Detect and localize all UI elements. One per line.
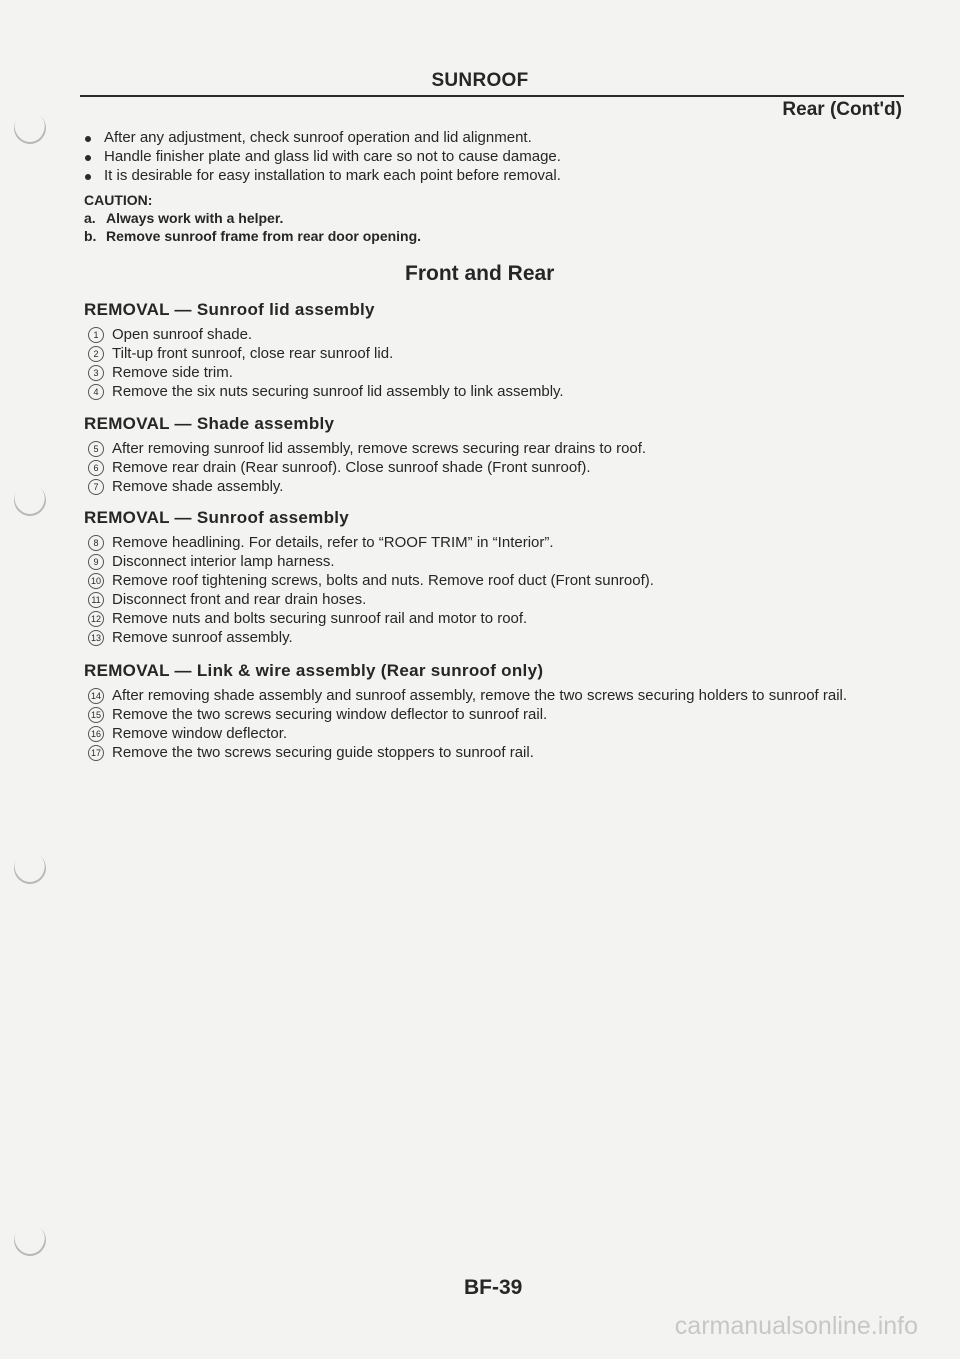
step-item (88, 458, 910, 477)
step-item (88, 628, 910, 647)
step-item (88, 533, 910, 552)
bullet-icon (85, 155, 91, 161)
step-text: After removing sunroof lid assembly, remove screws securing rear drains to roof. (112, 440, 647, 457)
step-number-icon: 11 (88, 592, 104, 608)
step-number-icon: 1 (88, 327, 104, 343)
removal-section-shade (84, 413, 910, 496)
step-number-icon: 13 (88, 630, 104, 646)
step-text: After removing shade assembly and sunroof assembly, remove the two screws securing holders to sunroof rail. (112, 687, 848, 704)
step-text: Remove the six nuts securing sunroof lid assembly to link assembly. (112, 383, 564, 400)
removal-section-lid (84, 299, 910, 401)
step-text: Remove headlining. For details, refer to “ROOF TRIM” in “Interior”. (112, 534, 554, 551)
caution-item (84, 227, 910, 245)
front-and-rear-heading: Front and Rear (405, 262, 555, 285)
step-item (88, 724, 910, 743)
note-text: Handle finisher plate and glass lid with care so not to cause damage. (104, 148, 561, 165)
step-number-icon: 15 (88, 707, 104, 723)
punch-hole-mark (8, 478, 53, 523)
step-text: Open sunroof shade. (112, 326, 253, 343)
step-text: Remove roof tightening screws, bolts and nuts. Remove roof duct (Front sunroof). (112, 572, 654, 589)
step-text: Disconnect front and rear drain hoses. (112, 591, 367, 608)
step-number-icon: 6 (88, 460, 104, 476)
caution-text: Always work with a helper. (106, 210, 284, 226)
notes-list (84, 128, 910, 185)
watermark: carmanualsonline.info (674, 1312, 918, 1340)
step-item (88, 571, 910, 590)
note-text: After any adjustment, check sunroof operation and lid alignment. (104, 129, 532, 146)
step-number-icon: 16 (88, 726, 104, 742)
step-number-icon: 3 (88, 365, 104, 381)
caution-block (84, 191, 910, 245)
caution-label: CAUTION: (84, 192, 153, 208)
step-text: Remove side trim. (112, 364, 233, 381)
step-number-icon: 7 (88, 479, 104, 495)
punch-hole-mark (8, 1218, 53, 1263)
step-number-icon: 12 (88, 611, 104, 627)
step-text: Disconnect interior lamp harness. (112, 553, 335, 570)
step-number-icon: 8 (88, 535, 104, 551)
page-number: BF-39 (464, 1276, 523, 1299)
punch-hole-mark (8, 106, 53, 151)
section-title: SUNROOF (431, 70, 529, 91)
page-subtitle: Rear (Cont'd) (782, 99, 902, 120)
step-number-icon: 4 (88, 384, 104, 400)
step-text: Remove the two screws securing window deflector to sunroof rail. (112, 706, 548, 723)
title-divider (80, 95, 904, 97)
step-text: Remove rear drain (Rear sunroof). Close sunroof shade (Front sunroof). (112, 459, 591, 476)
caution-item (84, 209, 910, 227)
step-item (88, 477, 910, 496)
caution-text: Remove sunroof frame from rear door opening. (106, 228, 422, 244)
step-item (88, 609, 910, 628)
step-number-icon: 10 (88, 573, 104, 589)
removal-section-link-wire (84, 660, 910, 762)
section-heading: REMOVAL — Link & wire assembly (Rear sunroof only) (84, 661, 544, 680)
list-item (84, 128, 910, 147)
step-text: Remove shade assembly. (112, 478, 284, 495)
bullet-icon (85, 136, 91, 142)
step-text: Tilt-up front sunroof, close rear sunroof lid. (112, 345, 394, 362)
step-text: Remove window deflector. (112, 725, 288, 742)
step-number-icon: 17 (88, 745, 104, 761)
step-item (88, 686, 910, 705)
step-text: Remove sunroof assembly. (112, 629, 293, 646)
step-item (88, 344, 910, 363)
step-text: Remove the two screws securing guide stoppers to sunroof rail. (112, 744, 534, 761)
step-item (88, 552, 910, 571)
step-item (88, 590, 910, 609)
section-heading: REMOVAL — Sunroof assembly (84, 508, 350, 527)
bullet-icon (85, 174, 91, 180)
step-number-icon: 9 (88, 554, 104, 570)
note-text: It is desirable for easy installation to mark each point before removal. (104, 167, 561, 184)
removal-section-sunroof (84, 507, 910, 647)
step-item (88, 705, 910, 724)
section-heading: REMOVAL — Shade assembly (84, 414, 335, 433)
section-heading: REMOVAL — Sunroof lid assembly (84, 300, 375, 319)
step-item (88, 363, 910, 382)
step-item (88, 325, 910, 344)
step-text: Remove nuts and bolts securing sunroof rail and motor to roof. (112, 610, 528, 627)
list-item (84, 166, 910, 185)
step-number-icon: 14 (88, 688, 104, 704)
list-item (84, 147, 910, 166)
punch-hole-mark (8, 846, 53, 891)
step-number-icon: 2 (88, 346, 104, 362)
step-item (88, 439, 910, 458)
caution-letter: a. (84, 210, 96, 226)
step-number-icon: 5 (88, 441, 104, 457)
step-item (88, 382, 910, 401)
step-item (88, 743, 910, 762)
caution-letter: b. (84, 228, 97, 244)
